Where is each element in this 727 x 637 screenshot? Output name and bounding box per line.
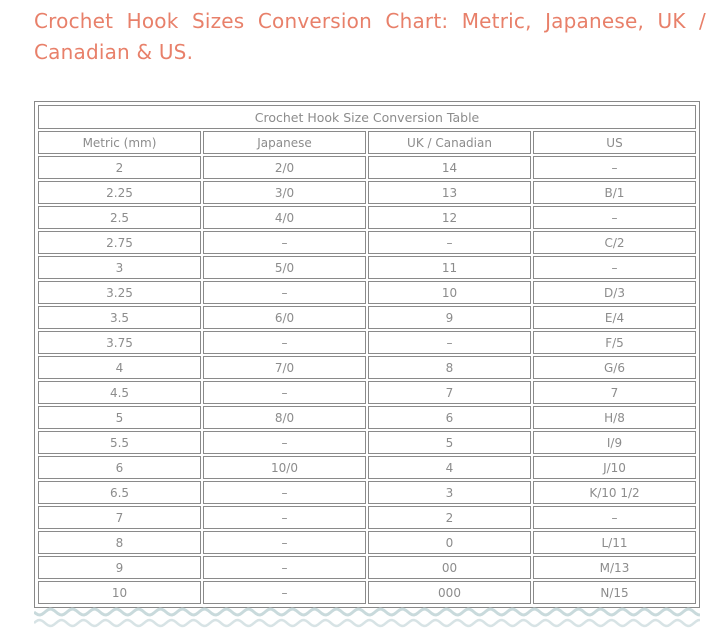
cell-uk-canadian: 9 — [368, 306, 531, 329]
cell-uk-canadian: 0 — [368, 531, 531, 554]
table-row — [38, 381, 696, 404]
cell-metric: 3.25 — [38, 281, 201, 304]
cell-us: K/10 1/2 — [533, 481, 696, 504]
cell-uk-canadian: 000 — [368, 581, 531, 604]
cell-uk-canadian: 00 — [368, 556, 531, 579]
cell-uk-canadian: 11 — [368, 256, 531, 279]
wave-divider — [34, 606, 700, 634]
cell-uk-canadian: 4 — [368, 456, 531, 479]
cell-uk-canadian: 7 — [368, 381, 531, 404]
cell-uk-canadian: 6 — [368, 406, 531, 429]
cell-metric: 4 — [38, 356, 201, 379]
cell-metric: 3.5 — [38, 306, 201, 329]
cell-japanese: – — [203, 331, 366, 354]
cell-uk-canadian: – — [368, 231, 531, 254]
table-header-row — [38, 131, 696, 154]
table-row — [38, 506, 696, 529]
cell-uk-canadian: 13 — [368, 181, 531, 204]
table-row — [38, 256, 696, 279]
cell-us: J/10 — [533, 456, 696, 479]
cell-uk-canadian: 2 — [368, 506, 531, 529]
cell-japanese: 5/0 — [203, 256, 366, 279]
wave-line-bottom — [34, 620, 700, 626]
cell-japanese: – — [203, 556, 366, 579]
column-header-japanese: Japanese — [203, 131, 366, 154]
cell-japanese: – — [203, 281, 366, 304]
cell-us: L/11 — [533, 531, 696, 554]
column-header-uk-canadian: UK / Canadian — [368, 131, 531, 154]
cell-uk-canadian: 5 — [368, 431, 531, 454]
cell-japanese: 10/0 — [203, 456, 366, 479]
cell-us: – — [533, 256, 696, 279]
cell-uk-canadian: 10 — [368, 281, 531, 304]
table-row — [38, 356, 696, 379]
table-row — [38, 481, 696, 504]
table-row — [38, 531, 696, 554]
cell-japanese: 2/0 — [203, 156, 366, 179]
cell-metric: 2.75 — [38, 231, 201, 254]
cell-us: C/2 — [533, 231, 696, 254]
cell-us: D/3 — [533, 281, 696, 304]
cell-us: F/5 — [533, 331, 696, 354]
cell-uk-canadian: 14 — [368, 156, 531, 179]
cell-japanese: – — [203, 581, 366, 604]
cell-us: – — [533, 506, 696, 529]
cell-japanese: 8/0 — [203, 406, 366, 429]
cell-japanese: 3/0 — [203, 181, 366, 204]
cell-us: G/6 — [533, 356, 696, 379]
cell-us: I/9 — [533, 431, 696, 454]
cell-uk-canadian: 8 — [368, 356, 531, 379]
cell-metric: 2 — [38, 156, 201, 179]
cell-us: M/13 — [533, 556, 696, 579]
table-caption: Crochet Hook Size Conversion Table — [38, 105, 696, 129]
cell-metric: 3.75 — [38, 331, 201, 354]
table-row — [38, 406, 696, 429]
table-row — [38, 431, 696, 454]
table-row — [38, 281, 696, 304]
cell-uk-canadian: 3 — [368, 481, 531, 504]
page-title: Crochet Hook Sizes Conversion Chart: Metric, Japanese, UK / Canadian & US. — [34, 9, 706, 64]
cell-japanese: – — [203, 531, 366, 554]
table-row — [38, 231, 696, 254]
cell-metric: 5 — [38, 406, 201, 429]
cell-metric: 2.5 — [38, 206, 201, 229]
table-row — [38, 556, 696, 579]
table-row — [38, 306, 696, 329]
cell-us: B/1 — [533, 181, 696, 204]
conversion-table — [36, 103, 698, 606]
cell-metric: 8 — [38, 531, 201, 554]
table-row — [38, 206, 696, 229]
column-header-us: US — [533, 131, 696, 154]
cell-uk-canadian: 12 — [368, 206, 531, 229]
conversion-table-container — [34, 101, 700, 608]
table-caption-row — [38, 105, 696, 129]
cell-japanese: – — [203, 231, 366, 254]
cell-us: E/4 — [533, 306, 696, 329]
cell-metric: 5.5 — [38, 431, 201, 454]
cell-metric: 3 — [38, 256, 201, 279]
table-row — [38, 181, 696, 204]
cell-japanese: 6/0 — [203, 306, 366, 329]
wave-line-top — [34, 609, 700, 615]
cell-metric: 2.25 — [38, 181, 201, 204]
table-row — [38, 156, 696, 179]
cell-japanese: – — [203, 506, 366, 529]
cell-metric: 7 — [38, 506, 201, 529]
column-header-metric: Metric (mm) — [38, 131, 201, 154]
table-body — [38, 156, 696, 604]
cell-us: N/15 — [533, 581, 696, 604]
cell-us: 7 — [533, 381, 696, 404]
cell-metric: 6.5 — [38, 481, 201, 504]
cell-metric: 9 — [38, 556, 201, 579]
cell-us: H/8 — [533, 406, 696, 429]
cell-japanese: 7/0 — [203, 356, 366, 379]
cell-metric: 10 — [38, 581, 201, 604]
cell-japanese: – — [203, 481, 366, 504]
cell-japanese: – — [203, 381, 366, 404]
cell-uk-canadian: – — [368, 331, 531, 354]
table-row — [38, 331, 696, 354]
cell-japanese: 4/0 — [203, 206, 366, 229]
cell-metric: 4.5 — [38, 381, 201, 404]
cell-us: – — [533, 156, 696, 179]
cell-metric: 6 — [38, 456, 201, 479]
cell-japanese: – — [203, 431, 366, 454]
table-row — [38, 456, 696, 479]
cell-us: – — [533, 206, 696, 229]
table-row — [38, 581, 696, 604]
